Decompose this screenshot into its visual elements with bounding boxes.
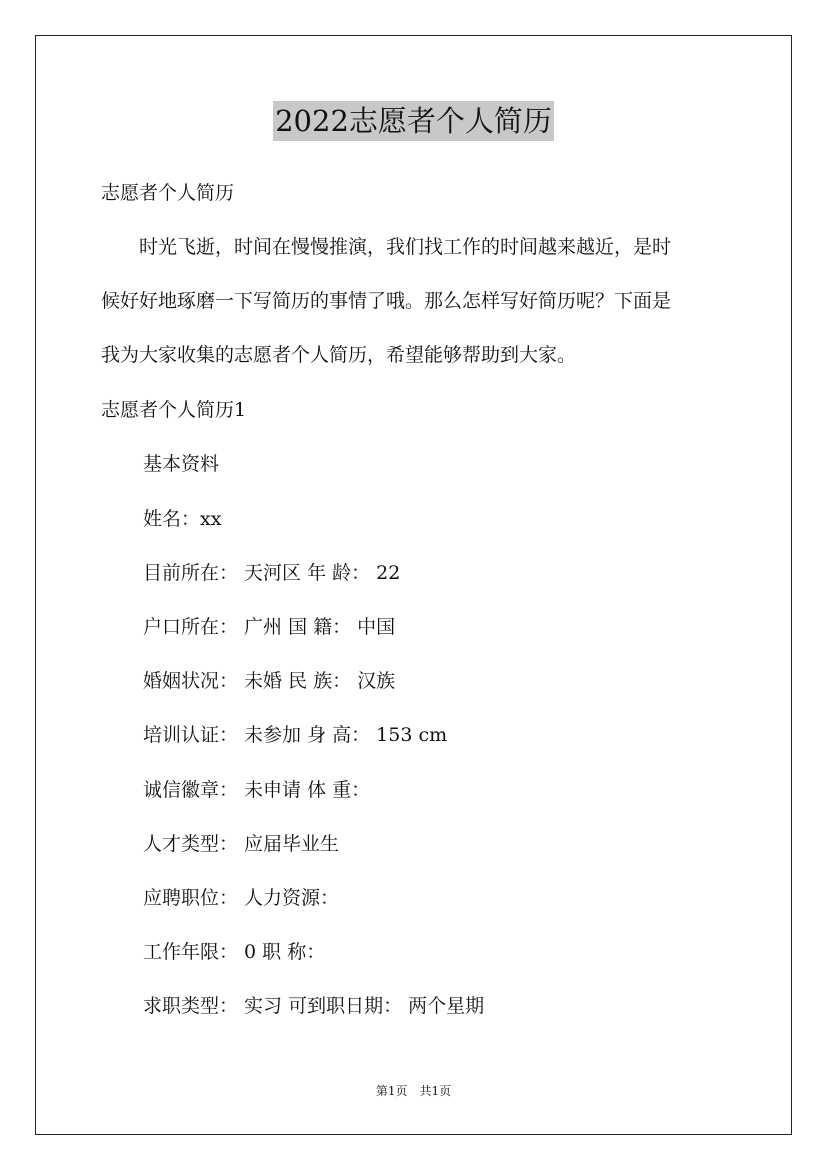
field-name: 姓名：xx: [143, 508, 222, 530]
field-hukou-nationality: 户口所在： 广州 国 籍： 中国: [143, 616, 396, 638]
field-position: 应聘职位： 人力资源：: [143, 887, 340, 909]
field-job-type: 求职类型： 实习 可到职日期： 两个星期: [143, 995, 485, 1017]
intro-line-2: 候好好地琢磨一下写简历的事情了哦。那么怎样写好简历呢？下面是: [101, 290, 672, 312]
basic-info-heading: 基本资料: [143, 453, 220, 475]
intro-heading: 志愿者个人简历: [101, 182, 235, 204]
document-title: 2022志愿者个人简历: [273, 101, 554, 141]
intro-line-1: 时光飞逝，时间在慢慢推演，我们找工作的时间越来越近，是时: [101, 236, 672, 258]
field-talent-type: 人才类型： 应届毕业生: [143, 833, 340, 855]
field-location-age: 目前所在： 天河区 年 龄： 22: [143, 562, 401, 584]
title-container: [0, 101, 827, 141]
field-training-height: 培训认证： 未参加 身 高： 153 cm: [143, 724, 448, 746]
page-footer: 第1页 共1页: [375, 1084, 452, 1098]
field-badge-weight: 诚信徽章： 未申请 体 重：: [143, 779, 371, 801]
section-heading: 志愿者个人简历1: [101, 399, 247, 421]
field-marital-ethnicity: 婚姻状况： 未婚 民 族： 汉族: [143, 670, 396, 692]
field-years-title: 工作年限： 0 职 称：: [143, 941, 326, 963]
intro-line-3: 我为大家收集的志愿者个人简历，希望能够帮助到大家。: [101, 344, 577, 366]
